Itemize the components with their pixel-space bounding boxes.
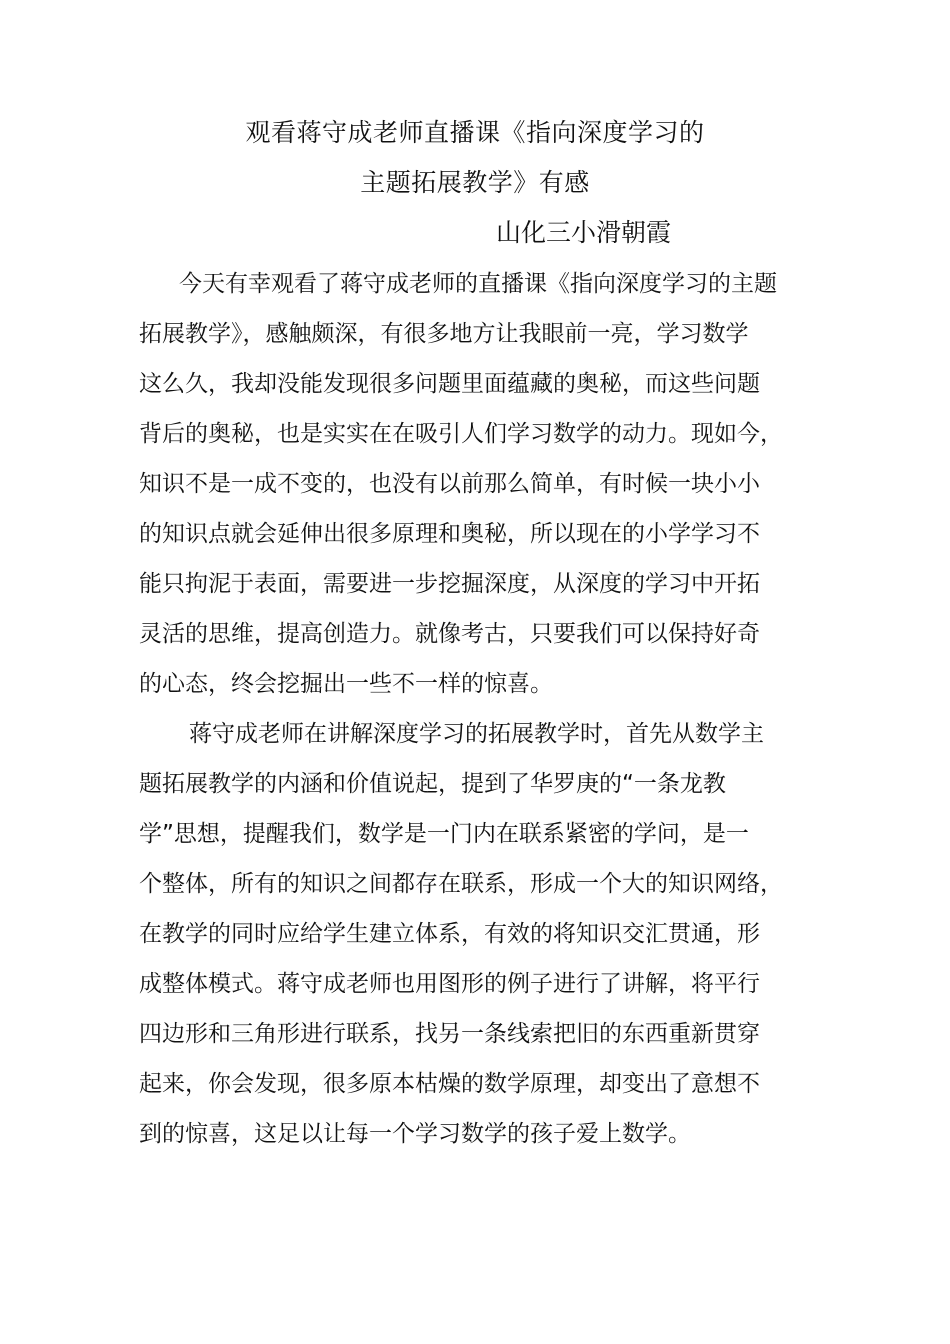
paragraph-line: 背后的奥秘，也是实实在在吸引人们学习数学的动力。现如今， <box>139 421 783 447</box>
paragraph-line: 知识不是一成不变的，也没有以前那么简单，有时候一块小小 <box>139 471 760 497</box>
paragraph-line: 成整体模式。蒋守成老师也用图形的例子进行了讲解，将平行 <box>139 971 760 997</box>
paragraph-line: 灵活的思维，提高创造力。就像考古，只要我们可以保持好奇 <box>139 621 760 647</box>
paragraph-line: 这么久，我却没能发现很多问题里面蕴藏的奥秘，而这些问题 <box>139 371 760 397</box>
paragraph-line: 的心态，终会挖掘出一些不一样的惊喜。 <box>139 671 553 697</box>
paragraph-line: 学”思想，提醒我们，数学是一门内在联系紧密的学问，是一 <box>139 821 749 847</box>
paragraph-line: 四边形和三角形进行联系，找另一条线索把旧的东西重新贯穿 <box>139 1021 760 1047</box>
paragraph-line: 在教学的同时应给学生建立体系，有效的将知识交汇贯通，形 <box>139 921 760 947</box>
document-author: 山化三小滑朝霞 <box>496 218 672 247</box>
paragraph-line: 到的惊喜，这足以让每一个学习数学的孩子爱上数学。 <box>139 1121 691 1147</box>
paragraph-line: 的知识点就会延伸出很多原理和奥秘，所以现在的小学学习不 <box>139 521 760 547</box>
paragraph-line: 个整体，所有的知识之间都存在联系，形成一个大的知识网络， <box>139 871 783 897</box>
document-title-line-1: 观看蒋守成老师直播课《指向深度学习的 <box>245 118 705 147</box>
document-title-line-2: 主题拓展教学》有感 <box>360 168 590 197</box>
paragraph-line: 起来，你会发现，很多原本枯燥的数学原理，却变出了意想不 <box>139 1071 760 1097</box>
paragraph-line: 今天有幸观看了蒋守成老师的直播课《指向深度学习的主题 <box>179 271 777 297</box>
paragraph-line: 蒋守成老师在讲解深度学习的拓展教学时，首先从数学主 <box>189 721 764 747</box>
paragraph-line: 拓展教学》，感触颇深，有很多地方让我眼前一亮，学习数学 <box>139 321 749 347</box>
paragraph-line: 题拓展教学的内涵和价值说起，提到了华罗庚的“一条龙教 <box>139 771 726 797</box>
paragraph-line: 能只拘泥于表面，需要进一步挖掘深度，从深度的学习中开拓 <box>139 571 760 597</box>
